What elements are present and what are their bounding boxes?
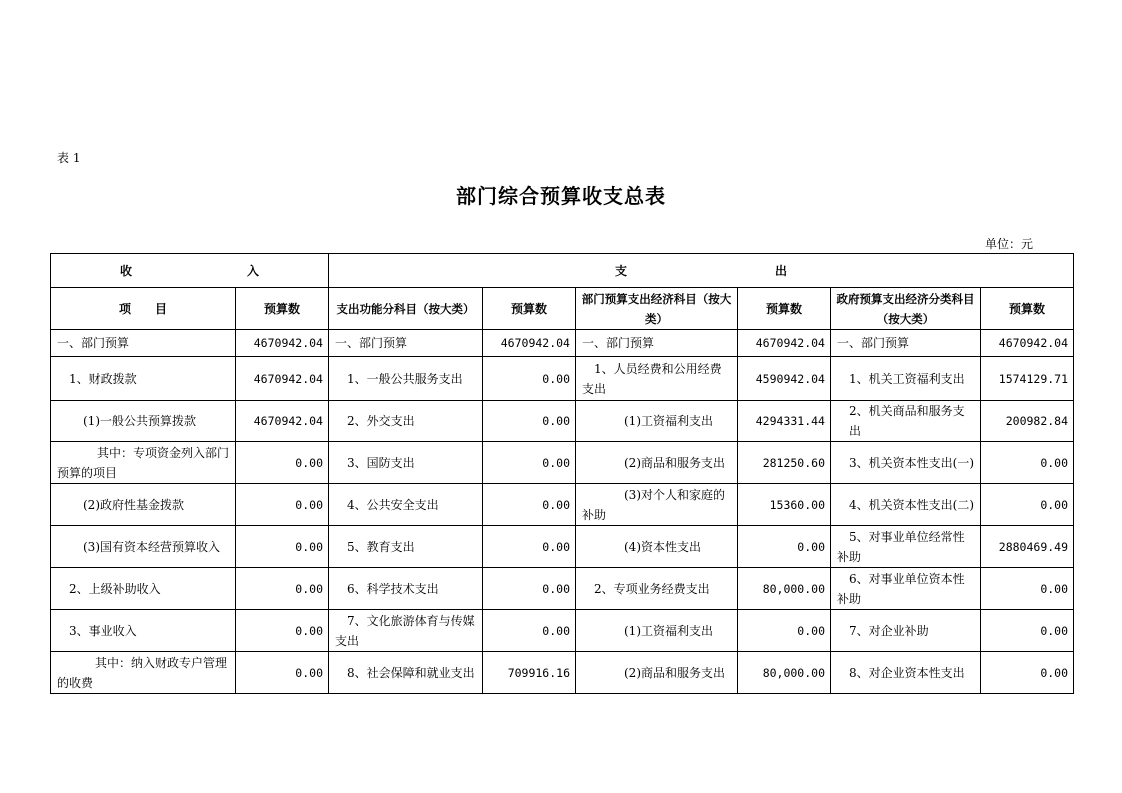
income-amount: 4670942.04 [236,357,329,401]
gov-economic-amount: 0.00 [981,610,1074,652]
gov-economic-item: 6、对事业单位资本性补助 [831,568,981,610]
gov-economic-item: 一、部门预算 [831,330,981,357]
column-header-row [51,288,1074,330]
dept-economic-item: (4)资本性支出 [576,526,738,568]
functional-amount: 0.00 [483,442,576,484]
dept-economic-amount: 281250.60 [738,442,831,484]
gov-economic-item: 4、机关资本性支出(二) [831,484,981,526]
income-amount: 0.00 [236,442,329,484]
dept-economic-amount: 80,000.00 [738,652,831,694]
col-header-item-char-1: 项 [118,301,131,316]
table-row [51,568,1074,610]
functional-amount: 0.00 [483,526,576,568]
table-row [51,610,1074,652]
col-header-gov-economic: 政府预算支出经济分类科目（按大类） [831,288,981,330]
income-item: 3、事业收入 [51,610,236,652]
functional-amount: 0.00 [483,568,576,610]
table-row [51,652,1074,694]
section-header-row [51,254,1074,288]
income-item: 一、部门预算 [51,330,236,357]
income-item: 2、上级补助收入 [51,568,236,610]
unit-label: 单位：元 [985,237,1034,251]
dept-economic-amount: 15360.00 [738,484,831,526]
gov-economic-amount: 4670942.04 [981,330,1074,357]
dept-economic-item: (3)对个人和家庭的补助 [576,484,738,526]
dept-economic-item: (2)商品和服务支出 [576,442,738,484]
income-item: 其中：专项资金列入部门预算的项目 [51,442,236,484]
functional-amount: 0.00 [483,484,576,526]
gov-economic-amount: 0.00 [981,568,1074,610]
functional-item: 2、外交支出 [329,401,483,442]
budget-summary-table [50,253,1074,694]
table-row [51,484,1074,526]
expense-header-char-1: 支 [615,263,628,278]
expense-header-char-2: 出 [775,263,788,278]
income-amount: 0.00 [236,652,329,694]
gov-economic-item: 3、机关资本性支出(一) [831,442,981,484]
dept-economic-item: 1、人员经费和公用经费支出 [576,357,738,401]
income-item: (1)一般公共预算拨款 [51,401,236,442]
gov-economic-item: 7、对企业补助 [831,610,981,652]
gov-economic-item: 2、机关商品和服务支出 [831,401,981,442]
income-item: (3)国有资本经营预算收入 [51,526,236,568]
table-label: 表 1 [57,151,81,165]
income-section-header [51,254,329,288]
income-header-char-1: 收 [119,263,132,278]
col-header-item [51,288,236,330]
functional-item: 一、部门预算 [329,330,483,357]
col-header-functional: 支出功能分科目（按大类） [329,288,483,330]
functional-item: 6、科学技术支出 [329,568,483,610]
dept-economic-amount: 0.00 [738,610,831,652]
col-header-dept-economic-amount: 预算数 [738,288,831,330]
col-header-income-amount: 预算数 [236,288,329,330]
gov-economic-amount: 2880469.49 [981,526,1074,568]
col-header-functional-amount: 预算数 [483,288,576,330]
expense-section-header [329,254,1074,288]
gov-economic-amount: 0.00 [981,652,1074,694]
dept-economic-amount: 80,000.00 [738,568,831,610]
functional-amount: 709916.16 [483,652,576,694]
income-header-char-2: 入 [247,263,260,278]
income-item: (2)政府性基金拨款 [51,484,236,526]
gov-economic-amount: 0.00 [981,442,1074,484]
table-row [51,442,1074,484]
income-item: 1、财政拨款 [51,357,236,401]
functional-item: 7、文化旅游体育与传媒支出 [329,610,483,652]
table-row [51,330,1074,357]
col-header-gov-economic-amount: 预算数 [981,288,1074,330]
dept-economic-item: (1)工资福利支出 [576,610,738,652]
functional-amount: 0.00 [483,401,576,442]
dept-economic-item: (1)工资福利支出 [576,401,738,442]
page-title: 部门综合预算收支总表 [456,184,666,208]
dept-economic-amount: 0.00 [738,526,831,568]
dept-economic-amount: 4294331.44 [738,401,831,442]
gov-economic-item: 1、机关工资福利支出 [831,357,981,401]
gov-economic-item: 5、对事业单位经常性补助 [831,526,981,568]
dept-economic-amount: 4590942.04 [738,357,831,401]
gov-economic-item: 8、对企业资本性支出 [831,652,981,694]
functional-amount: 0.00 [483,357,576,401]
gov-economic-amount: 0.00 [981,484,1074,526]
col-header-dept-economic: 部门预算支出经济科目（按大类） [576,288,738,330]
income-amount: 0.00 [236,484,329,526]
dept-economic-item: (2)商品和服务支出 [576,652,738,694]
income-item: 其中：纳入财政专户管理的收费 [51,652,236,694]
table-row [51,401,1074,442]
functional-item: 5、教育支出 [329,526,483,568]
income-amount: 4670942.04 [236,401,329,442]
income-amount: 0.00 [236,610,329,652]
income-amount: 0.00 [236,526,329,568]
income-amount: 0.00 [236,568,329,610]
col-header-item-char-2: 目 [155,301,168,316]
functional-amount: 0.00 [483,610,576,652]
dept-economic-amount: 4670942.04 [738,330,831,357]
functional-item: 4、公共安全支出 [329,484,483,526]
gov-economic-amount: 1574129.71 [981,357,1074,401]
income-amount: 4670942.04 [236,330,329,357]
dept-economic-item: 一、部门预算 [576,330,738,357]
table-row [51,526,1074,568]
gov-economic-amount: 200982.84 [981,401,1074,442]
functional-item: 3、国防支出 [329,442,483,484]
functional-item: 8、社会保障和就业支出 [329,652,483,694]
functional-item: 1、一般公共服务支出 [329,357,483,401]
dept-economic-item: 2、专项业务经费支出 [576,568,738,610]
functional-amount: 4670942.04 [483,330,576,357]
table-row [51,357,1074,401]
